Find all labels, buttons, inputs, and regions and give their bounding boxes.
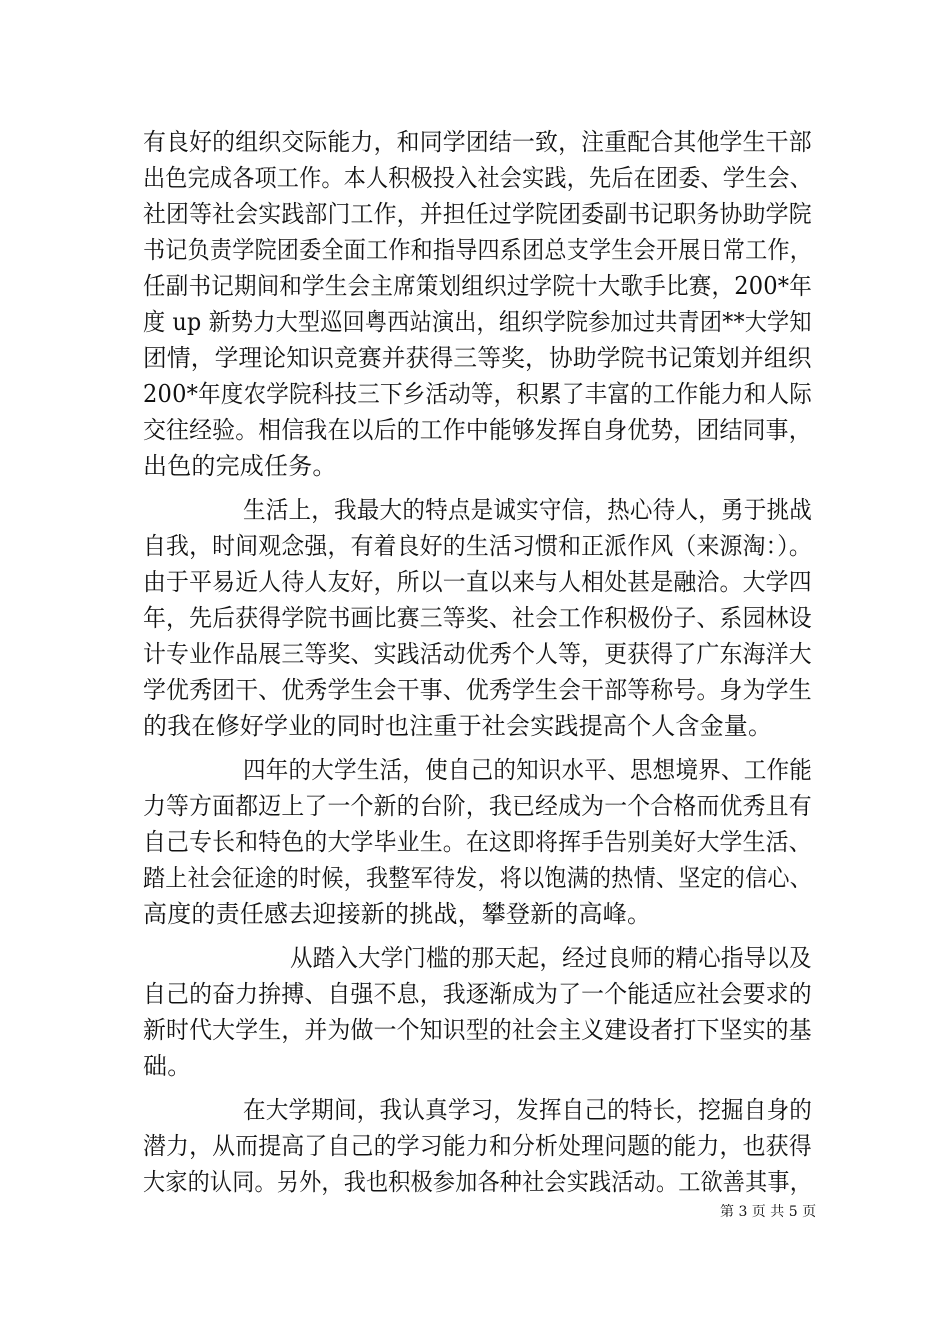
text-line: 年，先后获得学院书画比赛三等奖、社会工作积极份子、系园林设 — [143, 604, 812, 632]
text-line: 力等方面都迈上了一个新的台阶，我已经成为一个合格而优秀且有 — [143, 792, 812, 820]
text-line: 自己专长和特色的大学毕业生。在这即将挥手告别美好大学生活、 — [143, 828, 812, 856]
text-line: 自己的奋力拚搏、自强不息，我逐渐成为了一个能适应社会要求的 — [143, 980, 812, 1008]
text-line: 自我，时间观念强，有着良好的生活习惯和正派作风（来源淘：）。 — [143, 532, 812, 560]
text-line: 高度的责任感去迎接新的挑战，攀登新的高峰。 — [143, 900, 652, 928]
text-line: 出色完成各项工作。本人积极投入社会实践，先后在团委、学生会、 — [143, 164, 812, 192]
text-line: 大家的认同。另外，我也积极参加各种社会实践活动。工欲善其事， — [143, 1168, 812, 1196]
paragraph-first-line: 生活上，我最大的特点是诚实守信，热心待人，勇于挑战 — [243, 496, 812, 524]
text-line: 书记负责学院团委全面工作和指导四系团总支学生会开展日常工作， — [143, 236, 812, 264]
text-line: 础。 — [143, 1052, 192, 1080]
text-line: 团情，学理论知识竞赛并获得三等奖，协助学院书记策划并组织 — [143, 344, 812, 372]
page-number-footer: 第 3 页 共 5 页 — [720, 1204, 817, 1220]
text-line: 交往经验。相信我在以后的工作中能够发挥自身优势，团结同事， — [143, 416, 812, 444]
text-line: 200*年度农学院科技三下乡活动等，积累了丰富的工作能力和人际 — [143, 380, 813, 408]
paragraph-first-line: 在大学期间，我认真学习，发挥自己的特长，挖掘自身的 — [243, 1096, 812, 1124]
text-line: 潜力，从而提高了自己的学习能力和分析处理问题的能力，也获得 — [143, 1132, 812, 1160]
text-line: 有良好的组织交际能力，和同学团结一致，注重配合其他学生干部 — [143, 128, 812, 156]
paragraph-first-line: 从踏入大学门槛的那天起，经过良师的精心指导以及 — [290, 944, 812, 972]
paragraph-first-line: 四年的大学生活，使自己的知识水平、思想境界、工作能 — [243, 756, 812, 784]
text-line: 任副书记期间和学生会主席策划组织过学院十大歌手比赛，200*年 — [143, 272, 813, 300]
text-line: 学优秀团干、优秀学生会干事、优秀学生会干部等称号。身为学生 — [143, 676, 812, 704]
text-line: 度 up 新势力大型巡回粤西站演出，组织学院参加过共青团**大学知 — [143, 308, 812, 336]
text-line: 由于平易近人待人友好，所以一直以来与人相处甚是融洽。大学四 — [143, 568, 812, 596]
text-line: 的我在修好学业的同时也注重于社会实践提高个人含金量。 — [143, 712, 773, 740]
text-line: 出色的完成任务。 — [143, 452, 337, 480]
text-line: 社团等社会实践部门工作，并担任过学院团委副书记职务协助学院 — [143, 200, 812, 228]
text-line: 计专业作品展三等奖、实践活动优秀个人等，更获得了广东海洋大 — [143, 640, 812, 668]
text-line: 新时代大学生，并为做一个知识型的社会主义建设者打下坚实的基 — [143, 1016, 812, 1044]
text-line: 踏上社会征途的时候，我整军待发，将以饱满的热情、坚定的信心、 — [143, 864, 812, 892]
